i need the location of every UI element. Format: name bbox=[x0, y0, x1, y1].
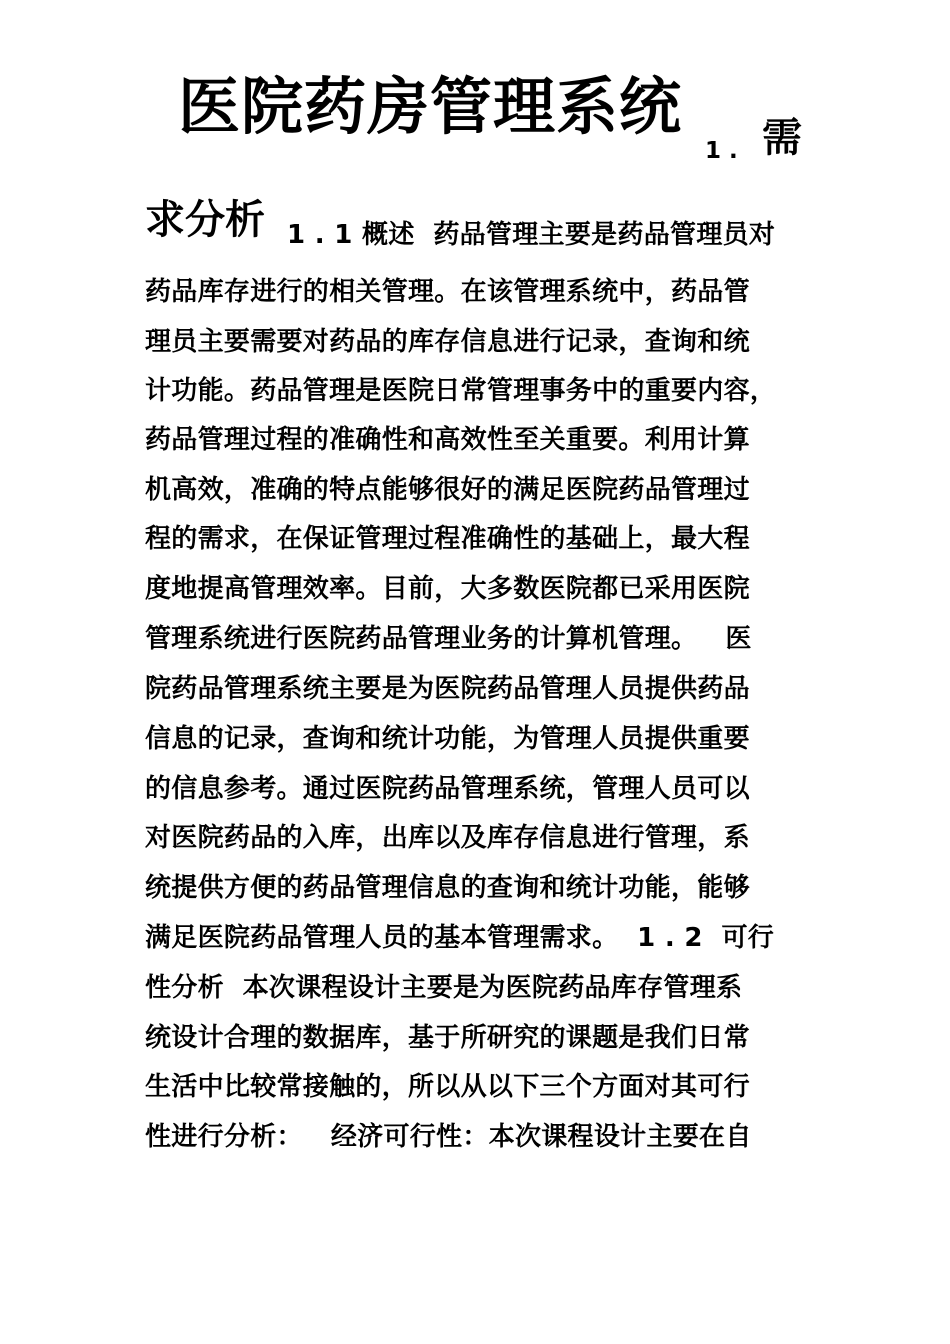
body-line: 的信息参考。通过医院药品管理系统，管理人员可以 bbox=[145, 774, 750, 804]
body-line: 度地提高管理效率。目前，大多数医院都已采用医院 bbox=[145, 574, 750, 604]
section-number: 1 . bbox=[705, 138, 738, 164]
body-line: 性进行分析： 经济可行性：本次课程设计主要在自 bbox=[145, 1122, 752, 1152]
body-line: 理员主要需要对药品的库存信息进行记录，查询和统 bbox=[145, 327, 750, 357]
body-line: 机高效，准确的特点能够很好的满足医院药品管理过 bbox=[145, 475, 750, 505]
body-line: 1 . 1 概述 药品管理主要是药品管理员对 bbox=[287, 220, 776, 250]
document-title: 医院药房管理系统 bbox=[178, 70, 683, 143]
section-heading-part1: 需 bbox=[762, 115, 802, 161]
section-heading-part2: 求分析 bbox=[145, 197, 265, 243]
body-line: 程的需求，在保证管理过程准确性的基础上，最大程 bbox=[145, 524, 750, 554]
body-line: 统提供方便的药品管理信息的查询和统计功能，能够 bbox=[145, 873, 750, 903]
body-line: 药品库存进行的相关管理。在该管理系统中，药品管 bbox=[145, 277, 750, 307]
body-line: 统设计合理的数据库，基于所研究的课题是我们日常 bbox=[145, 1023, 750, 1053]
body-line: 管理系统进行医院药品管理业务的计算机管理。 医 bbox=[145, 624, 752, 654]
body-line: 院药品管理系统主要是为医院药品管理人员提供药品 bbox=[145, 674, 750, 704]
body-line: 计功能。药品管理是医院日常管理事务中的重要内容， bbox=[145, 376, 777, 406]
body-line: 性分析 本次课程设计主要是为医院药品库存管理系 bbox=[145, 973, 743, 1003]
body-line: 满足医院药品管理人员的基本管理需求。 1 . 2 可行 bbox=[145, 923, 775, 953]
body-line: 对医院药品的入库，出库以及库存信息进行管理，系 bbox=[145, 823, 750, 853]
body-line: 生活中比较常接触的，所以从以下三个方面对其可行 bbox=[145, 1072, 750, 1102]
body-line: 信息的记录，查询和统计功能，为管理人员提供重要 bbox=[145, 724, 750, 754]
body-line: 药品管理过程的准确性和高效性至关重要。利用计算 bbox=[145, 425, 750, 455]
